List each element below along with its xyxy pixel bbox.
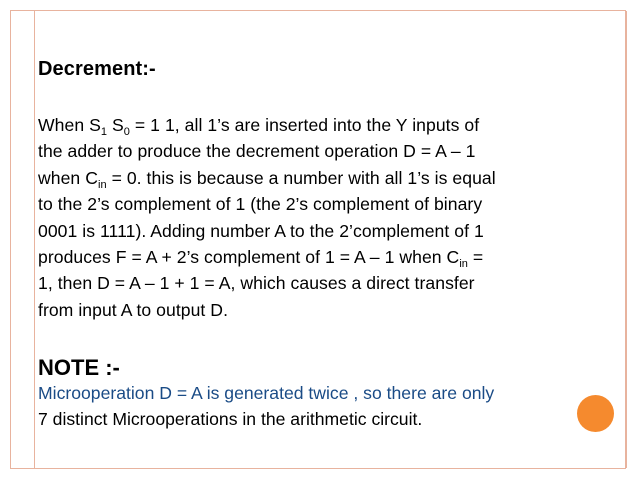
subscript: 0 <box>123 126 130 138</box>
left-border-line <box>34 11 35 468</box>
subscript: in <box>459 258 468 271</box>
paragraph-line <box>38 112 598 138</box>
paragraph-line <box>38 244 598 270</box>
paragraph-line <box>38 138 598 164</box>
paragraph-line <box>38 297 598 323</box>
text-run: = <box>467 247 484 268</box>
text-run: S <box>107 115 124 135</box>
slide-heading: Decrement:- <box>38 58 156 80</box>
text-run: produces F = A + 2’s complement of 1 = A – 1 when C <box>38 247 460 268</box>
right-border-line <box>626 11 627 468</box>
note-line-1: Microoperation D = A is generated twice , so there are only <box>38 383 495 403</box>
subscript: 1 <box>100 126 108 138</box>
paragraph-line <box>38 218 598 244</box>
text-run: when C <box>38 167 98 188</box>
subscript: in <box>97 178 107 191</box>
paragraph-line <box>38 165 598 191</box>
body-paragraph <box>38 112 598 323</box>
paragraph-line <box>38 270 598 296</box>
note-paragraph <box>38 380 598 432</box>
text-run: = 0. this is because a number with all 1’s is equal <box>106 167 496 188</box>
orange-circle-decoration <box>577 395 614 432</box>
text-run: = 1 1, all 1’s are inserted into the Y inputs of <box>129 115 480 135</box>
note-heading: NOTE :- <box>38 355 120 380</box>
text-run: to the 2’s complement of 1 (the 2’s complement of binary <box>38 194 483 215</box>
note-line-2: 7 distinct Microoperations in the arithmetic circuit. <box>38 409 423 429</box>
text-run: the adder to produce the decrement operation D = A – 1 <box>38 141 476 162</box>
paragraph-line <box>38 191 598 217</box>
text-run: When S <box>38 115 101 135</box>
text-run: from input A to output D. <box>38 299 229 320</box>
text-run: 1, then D = A – 1 + 1 = A, which causes a direct transfer <box>38 273 475 294</box>
text-run: 0001 is 1111). Adding number A to the 2’complement of 1 <box>38 220 484 241</box>
